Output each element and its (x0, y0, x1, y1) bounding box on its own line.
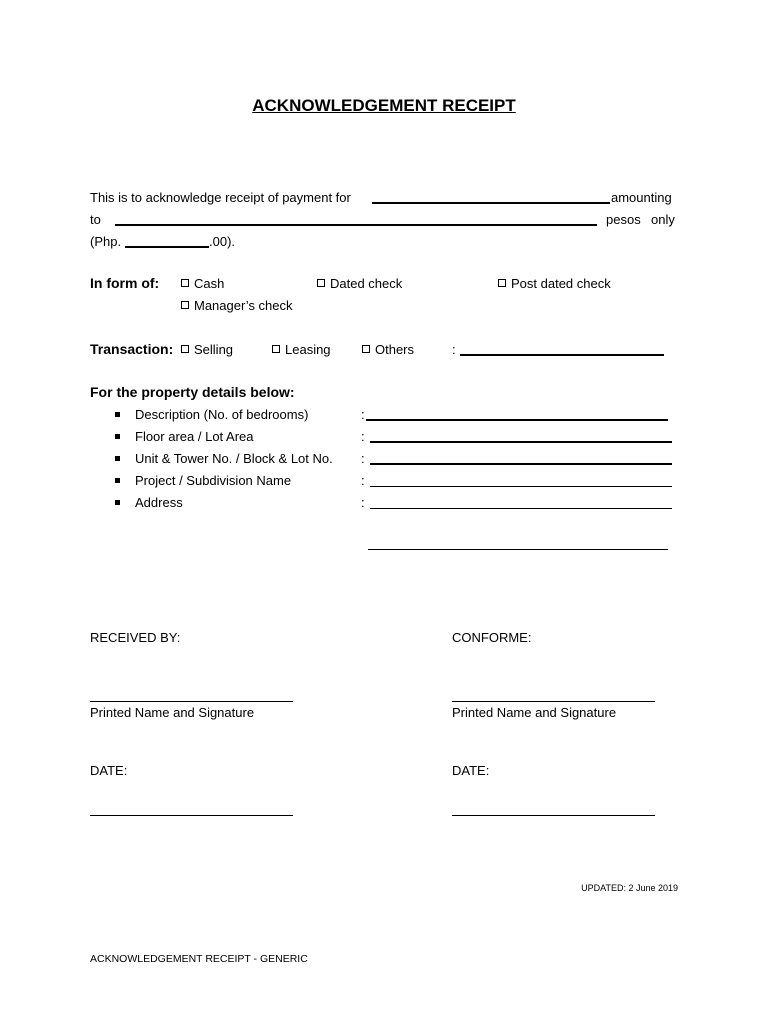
php-close-text: .00). (209, 234, 236, 249)
bullet-icon (115, 434, 120, 439)
floor-area-blank (370, 441, 672, 443)
property-item-unit-tower: Unit & Tower No. / Block & Lot No. (135, 451, 333, 466)
transaction-label: Transaction: (90, 341, 174, 357)
checkbox-icon[interactable] (498, 279, 506, 287)
option-others[interactable]: Others (362, 342, 414, 357)
payment-for-blank (372, 202, 610, 204)
received-by-date-line (90, 815, 293, 816)
bullet-icon (115, 478, 120, 483)
received-by-date-label: DATE: (90, 763, 128, 778)
updated-note: UPDATED: 2 June 2019 (581, 883, 678, 893)
bullet-icon (115, 456, 120, 461)
conforme-printed-name: Printed Name and Signature (452, 705, 617, 720)
property-item-address: Address (135, 495, 183, 510)
pesos-text: pesos (606, 212, 641, 227)
checkbox-icon[interactable] (317, 279, 325, 287)
bullet-icon (115, 500, 120, 505)
checkbox-icon[interactable] (181, 301, 189, 309)
conforme-date-label: DATE: (452, 763, 490, 778)
property-item-description: Description (No. of bedrooms) (135, 407, 309, 422)
conforme-signature-line (452, 701, 655, 702)
amounting-text: amounting (611, 190, 672, 205)
checkbox-icon[interactable] (362, 345, 370, 353)
property-item-project: Project / Subdivision Name (135, 473, 292, 488)
description-blank (366, 419, 668, 421)
unit-tower-blank (370, 463, 672, 465)
received-by-label: RECEIVED BY: (90, 630, 181, 645)
checkbox-icon[interactable] (181, 279, 189, 287)
php-amount-blank (125, 246, 209, 248)
property-heading: For the property details below: (90, 384, 295, 400)
conforme-date-line (452, 815, 655, 816)
property-item-floor-area: Floor area / Lot Area (135, 429, 254, 444)
option-selling[interactable]: Selling (181, 342, 233, 357)
to-text: to (90, 212, 101, 227)
option-managers-check[interactable]: Manager’s check (181, 298, 293, 313)
form-of-label: In form of: (90, 275, 160, 291)
php-open-text: (Php. (90, 234, 122, 249)
property-colon: : (361, 407, 365, 422)
property-colon: : (361, 429, 365, 444)
option-post-dated-check[interactable]: Post dated check (498, 276, 611, 291)
document-title: ACKNOWLEDGEMENT RECEIPT (252, 96, 516, 115)
received-by-signature-line (90, 701, 293, 702)
intro-text: This is to acknowledge receipt of payment for (90, 190, 351, 205)
bullet-icon (115, 412, 120, 417)
conforme-label: CONFORME: (452, 630, 532, 645)
property-colon: : (361, 473, 365, 488)
property-colon: : (361, 495, 365, 510)
only-text: only (651, 212, 675, 227)
option-cash[interactable]: Cash (181, 276, 224, 291)
property-colon: : (361, 451, 365, 466)
transaction-colon: : (452, 342, 456, 357)
received-by-printed-name: Printed Name and Signature (90, 705, 255, 720)
option-leasing[interactable]: Leasing (272, 342, 331, 357)
checkbox-icon[interactable] (272, 345, 280, 353)
address-blank-2 (368, 549, 668, 550)
checkbox-icon[interactable] (181, 345, 189, 353)
option-dated-check[interactable]: Dated check (317, 276, 402, 291)
amount-words-blank (115, 224, 597, 226)
page-footer: ACKNOWLEDGEMENT RECEIPT - GENERIC (90, 953, 308, 965)
project-blank (370, 486, 672, 487)
others-blank (460, 354, 664, 356)
address-blank (370, 508, 672, 509)
